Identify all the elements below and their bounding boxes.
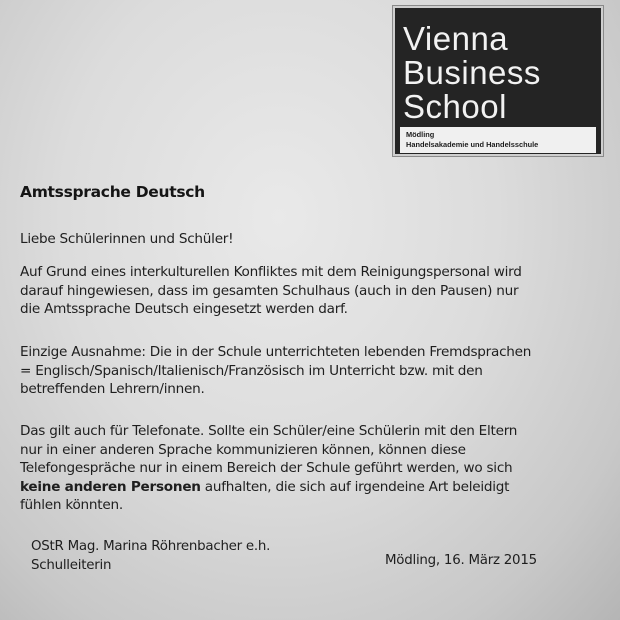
paragraph-1 bbox=[20, 263, 522, 319]
logo-line-business: Business bbox=[403, 54, 541, 91]
letter-greeting: Liebe Schülerinnen und Schüler! bbox=[20, 231, 234, 247]
logo-line-school: School bbox=[403, 88, 507, 125]
paragraph-2-line: betreffenden Lehrern/innen. bbox=[20, 381, 205, 398]
signature-role: Schulleiterin bbox=[31, 558, 112, 573]
paragraph-2 bbox=[20, 343, 531, 399]
paragraph-1-line: darauf hingewiesen, dass im gesamten Schulhaus (auch in den Pausen) nur bbox=[20, 282, 519, 299]
paragraph-3-line: fühlen könnten. bbox=[20, 497, 123, 514]
paragraph-3-line: Telefongespräche nur in einem Bereich der Schule geführt werden, wo sich bbox=[20, 460, 513, 477]
signature-name: OStR Mag. Marina Röhrenbacher e.h. bbox=[31, 539, 271, 554]
place-date: Mödling, 16. März 2015 bbox=[385, 553, 537, 568]
paragraph-3-line: Das gilt auch für Telefonate. Sollte ein Schüler/eine Schülerin mit den Eltern bbox=[20, 423, 518, 439]
paragraph-3-line-rest: aufhalten, die sich auf irgendeine Art beleidigt bbox=[200, 478, 510, 495]
paragraph-2-line: = Englisch/Spanisch/Italienisch/Französisch im Unterricht bzw. mit den bbox=[20, 362, 483, 379]
paragraph-3-line: nur in einer anderen Sprache kommunizieren können, können diese bbox=[20, 441, 466, 458]
emphasis-no-other-persons: keine anderen Personen bbox=[20, 478, 201, 495]
paragraph-1-line: die Amtssprache Deutsch eingesetzt werden darf. bbox=[20, 301, 348, 318]
paragraph-3-line-emphasis bbox=[20, 478, 517, 497]
paragraph-2-line: Einzige Ausnahme: Die in der Schule unterrichteten lebenden Fremdsprachen bbox=[20, 344, 532, 360]
paragraph-1-line: Auf Grund eines interkulturellen Konfliktes mit dem Reinigungspersonal wird bbox=[20, 264, 522, 280]
signature-block bbox=[31, 537, 270, 575]
logo-subtitle-town: Mödling bbox=[406, 130, 435, 139]
letter-title: Amtssprache Deutsch bbox=[20, 183, 205, 201]
logo-subtitle-school-type: Handelsakademie und Handelsschule bbox=[406, 140, 539, 149]
paragraph-3 bbox=[20, 422, 517, 515]
logo-subtitle bbox=[400, 127, 596, 153]
school-logo bbox=[393, 6, 603, 156]
logo-line-vienna: Vienna bbox=[403, 20, 509, 57]
